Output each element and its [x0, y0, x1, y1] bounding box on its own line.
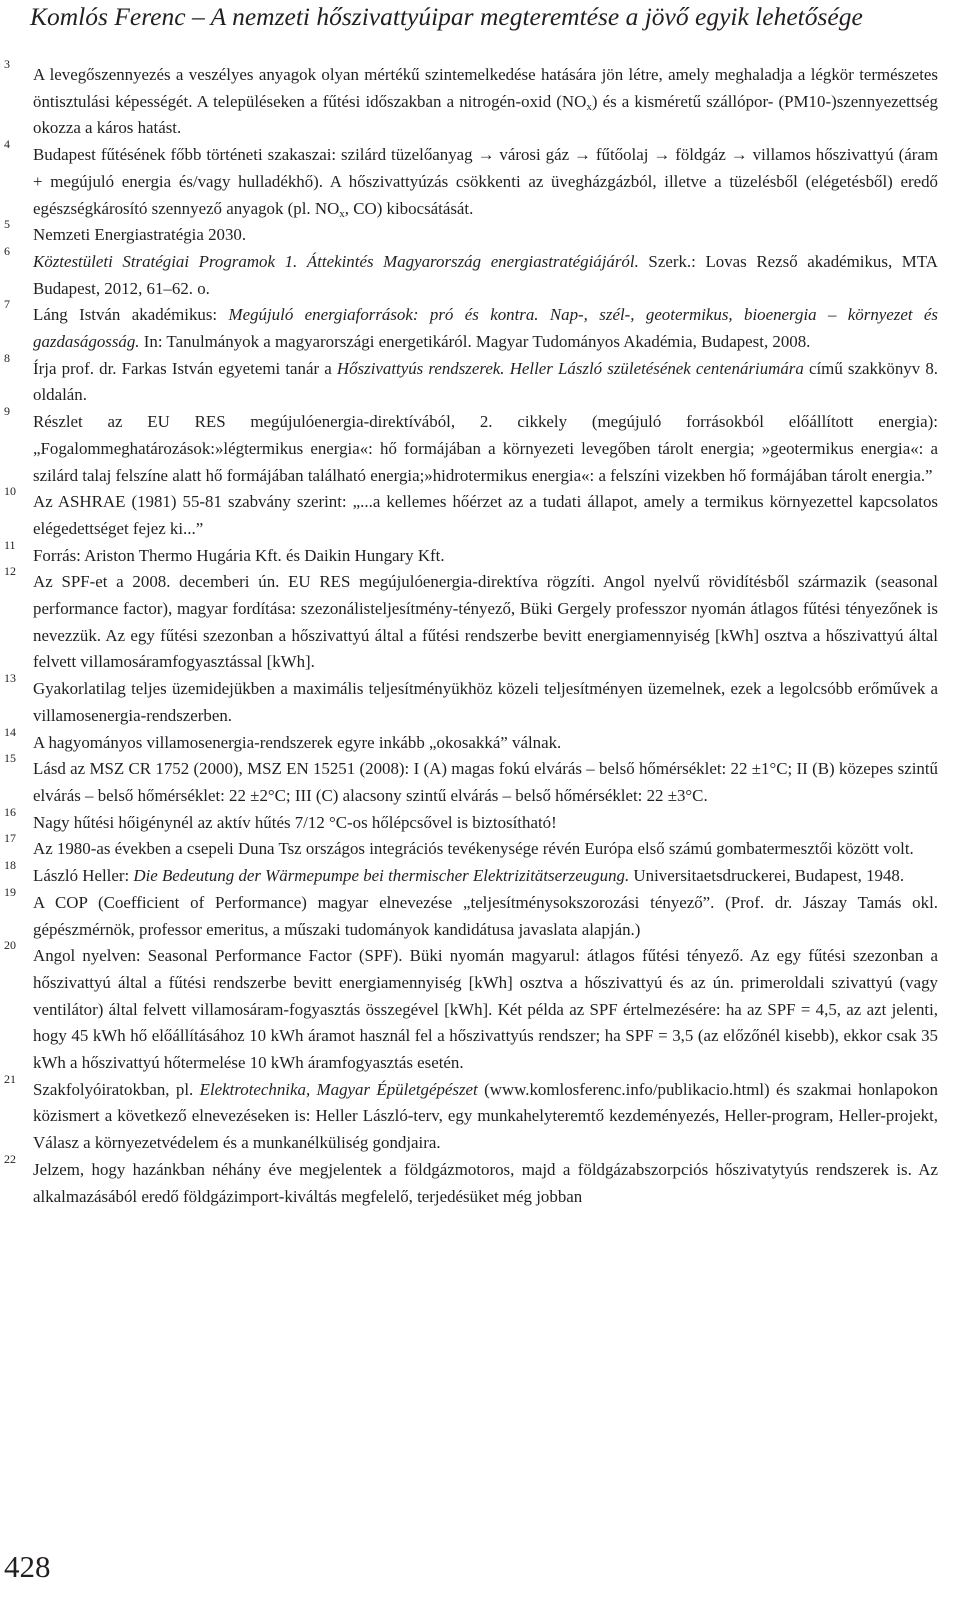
footnote-text [33, 142, 938, 222]
footnote-text [33, 810, 938, 837]
footnote-text-segment: Nemzeti Energiastratégia 2030. [33, 225, 247, 245]
footnote [0, 564, 938, 676]
footnote-text-segment: Láng István akadémikus: [33, 305, 229, 325]
footnotes-list [0, 57, 960, 1210]
footnote [0, 297, 938, 355]
footnote-number: 17 [4, 831, 16, 846]
footnote-text-segment: Forrás: Ariston Thermo Hugária Kft. és Daikin Hungary Kft. [33, 545, 445, 565]
page-number: 428 [4, 1549, 51, 1584]
footnote-text [33, 409, 938, 489]
footnote-text-segment: Az ASHRAE (1981) 55-81 szabvány szerint: „...a kellemes hőérzet az a tudati állapot, amely a termikus környezettel kapcsolatos elégedettséget fejez ki...” [33, 492, 938, 538]
footnote-text-segment: Szakfolyóiratokban, pl. [33, 1079, 200, 1099]
footnote [0, 350, 938, 409]
footnote-text [33, 356, 938, 409]
italic-title: Hőszivattyús rendszerek. Heller László születésének centenáriumára [336, 358, 804, 378]
footnote [0, 804, 938, 837]
footnote-text [33, 943, 938, 1077]
subscript: x [586, 100, 592, 113]
footnote-text-segment: Budapest fűtésének főbb történeti szakaszai: szilárd tüzelőanyag → városi gáz → fűtőolaj → földgáz → villamos hőszivattyú (áram + megújuló energia és/vagy hulladékhő). A hőszivattyúzás csökkenti az üvegházgázból, illetve a tüzelésből (elégetésből) eredő egészségkárosító szennyező anyagok (pl. NO [33, 145, 938, 218]
footnote-text-segment: ) és a kisméretű szállópor- (PM10-)szennyezettség okozza a káros hatást. [33, 91, 938, 138]
footnote-number: 4 [4, 137, 10, 152]
footnote-text-segment: Részlet az EU RES megújulóenergia-direktívából, 2. cikkely (megújuló forrásokból előállított energia): „Fogalommeghatározások:»légtermikus energia«: hő formájában a környezeti levegőben tárolt energia; »geotermikus energia«: a szilárd talaj felszíne alatt hő formájában található energia;»hidrotermikus energia«: a felszíni vizekben hő formájában tárolt energia.” [33, 412, 938, 485]
italic-title: Elektrotechnika, Magyar Épületgépészet [199, 1079, 478, 1099]
footnote-text-segment: Szerk.: Lovas Rezső akadémikus, MTA Budapest, 2012, 61–62. o. [33, 251, 938, 298]
footnote-number: 18 [4, 858, 16, 873]
footnote [0, 858, 938, 890]
footnote-text-segment: Universitaetsdruckerei, Budapest, 1948. [629, 866, 905, 886]
footnote-number: 15 [4, 751, 16, 766]
italic-title: Köztestületi Stratégiai Programok 1. Áttekintés Magyarország energiastratégiájáról. [33, 251, 639, 271]
footnote-number: 10 [4, 484, 16, 499]
footnote-text [33, 836, 938, 863]
footnote [0, 137, 938, 222]
footnote-text [33, 222, 938, 249]
footnote-text-segment: Lásd az MSZ CR 1752 (2000), MSZ EN 15251 (2008): I (A) magas fokú elvárás – belső hőmérséklet: 22 ±1°C; II (B) közepes szintű elvárás – belső hőmérséklet: 22 ±2°C; III (C) alacsony szintű elvárás – belső hőmérséklet: 22 ±3°C. [33, 759, 938, 805]
footnote [0, 404, 938, 489]
italic-title: Die Bedeutung der Wärmepumpe bei thermischer Elektrizitätserzeugung. [133, 866, 630, 886]
footnote [0, 884, 938, 943]
footnote-text [33, 863, 938, 890]
footnote-text-segment: Az 1980-as években a csepeli Duna Tsz országos integrációs tevékenysége révén Európa első számú gombatermesztői között volt. [33, 839, 914, 859]
footnote-text [33, 756, 938, 809]
footnote [0, 751, 938, 809]
footnote [0, 831, 938, 863]
footnote-text [33, 569, 938, 676]
footnote-number: 19 [4, 884, 16, 899]
footnote-text-segment: Jelzem, hogy hazánkban néhány éve megjelentek a földgázmotoros, majd a földgázabszorpciós hőszivatytyús rendszerek is. Az alkalmazásából eredő földgázimport-kiváltás megfelelő, terjedésüket még jobban [33, 1159, 938, 1206]
footnote [0, 243, 938, 302]
italic-title: Megújuló energiaforrások: pró és kontra. Nap-, szél-, geotermikus, bioenergia – környezet és gazdaságosság. [33, 305, 938, 352]
subscript: x [339, 207, 345, 220]
footnote [0, 57, 938, 142]
footnote-text-segment: László Heller: [33, 866, 134, 886]
footnote-text-segment: A levegőszennyezés a veszélyes anyagok olyan mértékű szintemelkedése hatására jön létre, amely meghaladja a légkör természetes öntisztulási képességét. A településeken a fűtési időszakban a nitrogén-oxid (NO [33, 65, 938, 111]
footnote-text [33, 1077, 938, 1157]
footnote-number: 5 [4, 217, 10, 232]
footnote-text-segment: Az SPF-et a 2008. decemberi ún. EU RES megújulóenergia-direktíva rögzíti. Angol nyelvű rövidítésből származik (seasonal performance factor), magyar fordítása: szezonálisteljesítmény-tényező, Büki Gergely professzor nyomán átlagos fűtési tényezőnek is nevezzük. Az egy fűtési szezonban a hőszivattyú által a fűtési rendszerbe bevitt energiamennyiség [kWh] osztva a hőszivattyú által felvett villamosáramfogyasztással [kWh]. [33, 572, 938, 672]
footnote-number: 20 [4, 938, 16, 953]
footnote-number: 16 [4, 804, 16, 819]
footnote-text [33, 489, 938, 542]
footnote-number: 12 [4, 564, 16, 579]
footnote-text [33, 890, 938, 943]
footnote-text [33, 302, 938, 355]
footnote-number: 13 [4, 671, 16, 686]
footnote-number: 11 [4, 537, 16, 552]
footnote-number: 9 [4, 404, 10, 419]
footnote [0, 724, 938, 757]
footnote-text [33, 249, 938, 302]
footnote-number: 21 [4, 1071, 16, 1086]
footnote-text [33, 62, 938, 142]
footnote-text-segment: In: Tanulmányok a magyarországi energetikáról. Magyar Tudományos Akadémia, Budapest, 2008. [139, 332, 811, 352]
footnote-text-segment: Gyakorlatilag teljes üzemidejükben a maximális teljesítményükhöz közeli teljesítményen üzemelnek, ezek a legolcsóbb erőművek a villamosenergia-rendszerben. [33, 679, 938, 725]
footnote-number: 14 [4, 724, 16, 739]
footnote [0, 1071, 938, 1157]
footnote-text [33, 543, 938, 570]
footnote-number: 3 [4, 57, 10, 71]
footnote-text-segment: című szakkönyv 8. oldalán. [33, 358, 938, 405]
footnote-number: 7 [4, 297, 10, 312]
footnote-text-segment: Írja prof. dr. Farkas István egyetemi tanár a [33, 358, 337, 378]
footnote [0, 1151, 938, 1210]
footnote [0, 217, 938, 249]
footnote-number: 22 [4, 1151, 16, 1166]
footnote [0, 938, 938, 1077]
footnote-text [33, 1157, 938, 1210]
footnote-text-segment: A COP (Coefficient of Performance) magyar elnevezése „teljesítménysokszorozási tényező”. (Prof. dr. Jászay Tamás okl. gépészmérnök, professor emeritus, a műszaki tudományok kandidátusa javaslata alapján.) [33, 892, 938, 939]
footnote-text-segment: Nagy hűtési hőigénynél az aktív hűtés 7/12 °C-os hőlépcsővel is biztosítható! [33, 812, 557, 832]
footnote [0, 671, 938, 729]
footnote-text-segment: (www.komlosferenc.info/publikacio.html) és szakmai honlapokon közismert a következő elnevezéseken is: Heller László-terv, egy munkahelyteremtő kezdeményezés, Heller-program, Heller-projekt, Válasz a környezetvédelem és a munkanélküliség gondjaira. [33, 1079, 938, 1153]
footnote [0, 484, 938, 542]
footnote-text [33, 730, 938, 757]
footnote-text-segment: Angol nyelven: Seasonal Performance Factor (SPF). Büki nyomán magyarul: átlagos fűtési tényező. Az egy fűtési szezonban a hőszivattyú által a fűtési rendszerbe bevitt energiamennyiség [kWh] osztva a hőszivattyú és az ún. primeroldali szivattyú (vagy ventilátor) által felvett villamosáram-fogyasztás összegével [kWh]. Két példa az SPF értelmezésére: ha az SPF = 4,5, az azt jelenti, hogy 45 kWh hő előállításához 10 kWh áramot használ fel a hőszivattyús rendszer; ha SPF = 3,5 (az előzőnél kisebb), ekkor csak 35 kWh a hőszivattyú hőtermelése 10 kWh áramfogyasztás esetén. [33, 946, 938, 1073]
footnote-text-segment: , CO) kibocsátását. [344, 198, 474, 218]
footnote-text [33, 676, 938, 729]
footnote [0, 537, 938, 570]
running-header: Komlós Ferenc – A nemzeti hőszivattyúipar megteremtése a jövő egyik lehetősége [30, 2, 863, 31]
footnote-number: 6 [4, 243, 10, 258]
footnote-number: 8 [4, 350, 10, 365]
footnote-text-segment: A hagyományos villamosenergia-rendszerek egyre inkább „okosakká” válnak. [33, 732, 562, 752]
